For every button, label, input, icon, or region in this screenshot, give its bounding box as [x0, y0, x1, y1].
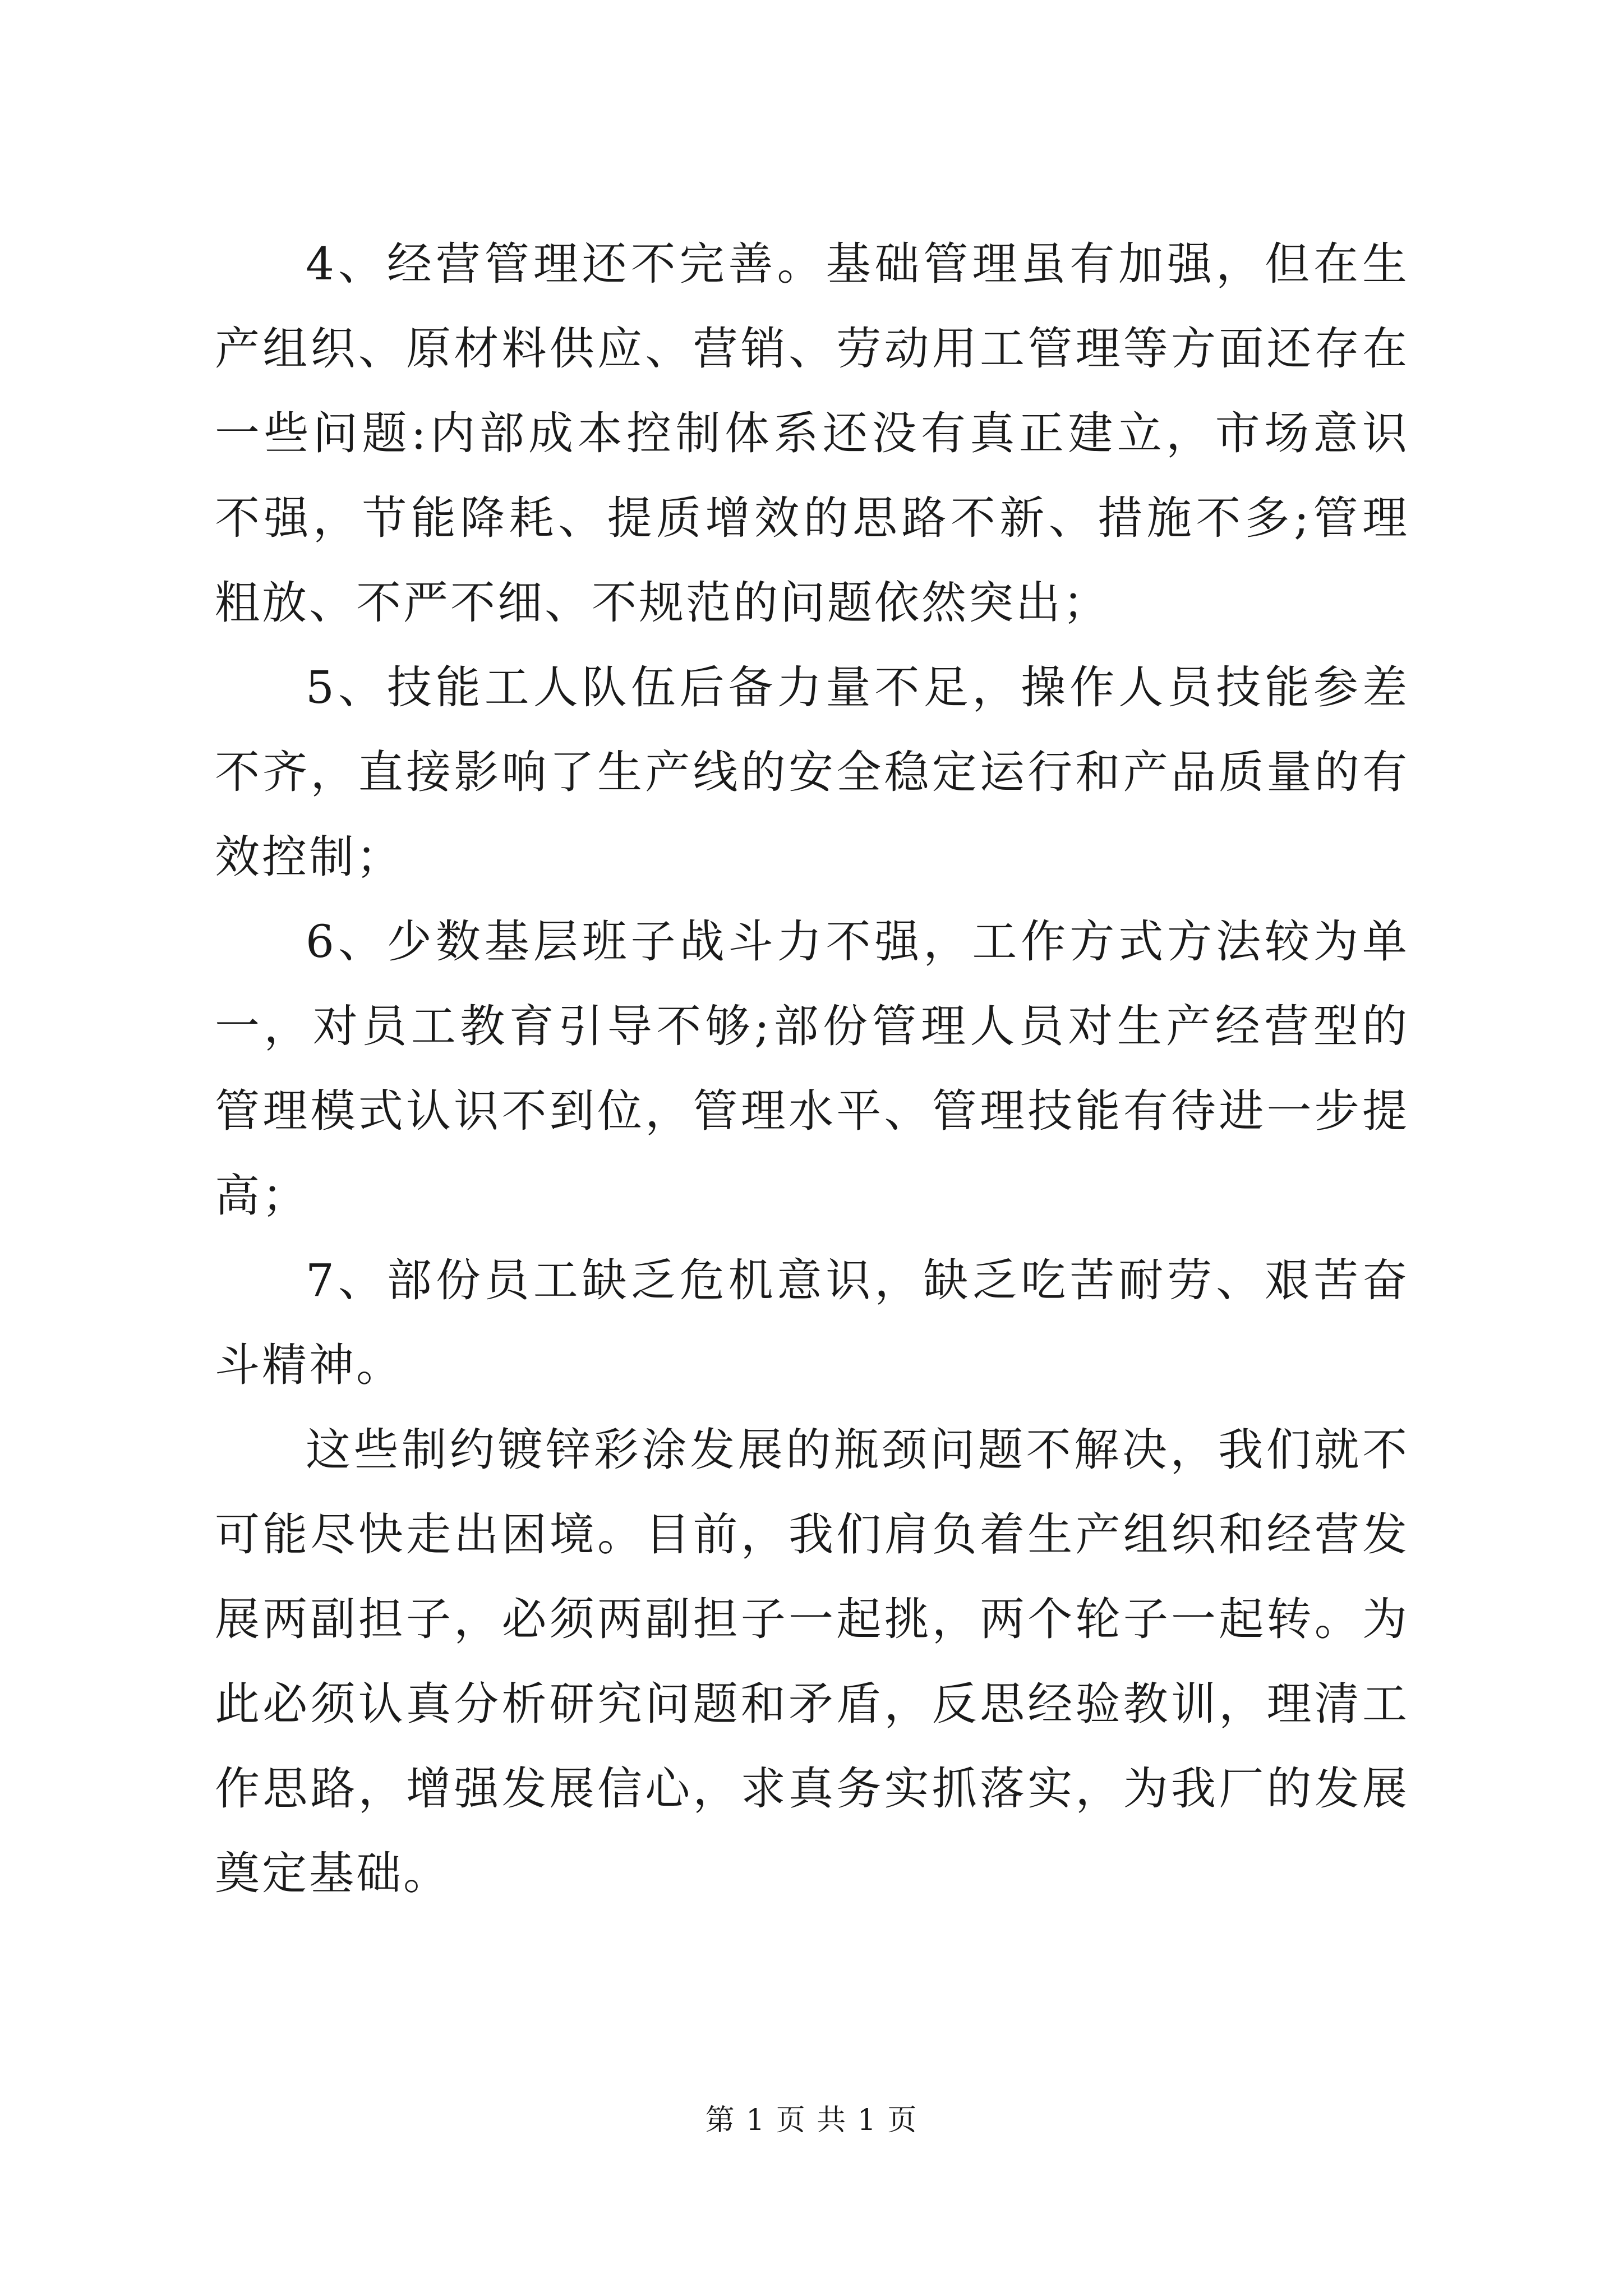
paragraph-item-5: 5、技能工人队伍后备力量不足，操作人员技能参差不齐，直接影响了生产线的安全稳定运行和产品质量的有效控制； [215, 661, 1409, 883]
paragraph-conclusion: 这些制约镀锌彩涂发展的瓶颈问题不解决，我们就不可能尽快走出困境。目前，我们肩负着生产组织和经营发展两副担子，必须两副担子一起挑，两个轮子一起转。为此必须认真分析研究问题和矛盾，反思经验教训，理清工作思路，增强发展信心，求真务实抓落实，为我厂的发展奠定基础。 [215, 1424, 1409, 1899]
paragraph-item-6: 6、少数基层班子战斗力不强，工作方式方法较为单一，对员工教育引导不够;部份管理人员对生产经营型的管理模式认识不到位，管理水平、管理技能有待进一步提高； [215, 915, 1409, 1222]
document-body [215, 222, 1409, 1916]
paragraph-item-7: 7、部份员工缺乏危机意识，缺乏吃苦耐劳、艰苦奋斗精神。 [215, 1254, 1409, 1391]
paragraph-item-4: 4、经营管理还不完善。基础管理虽有加强，但在生产组织、原材料供应、营销、劳动用工管理等方面还存在一些问题:内部成本控制体系还没有真正建立，市场意识不强，节能降耗、提质增效的思路不新、措施不多;管理粗放、不严不细、不规范的问题依然突出； [215, 238, 1409, 629]
page-number-footer: 第 1 页 共 1 页 [705, 2104, 918, 2137]
